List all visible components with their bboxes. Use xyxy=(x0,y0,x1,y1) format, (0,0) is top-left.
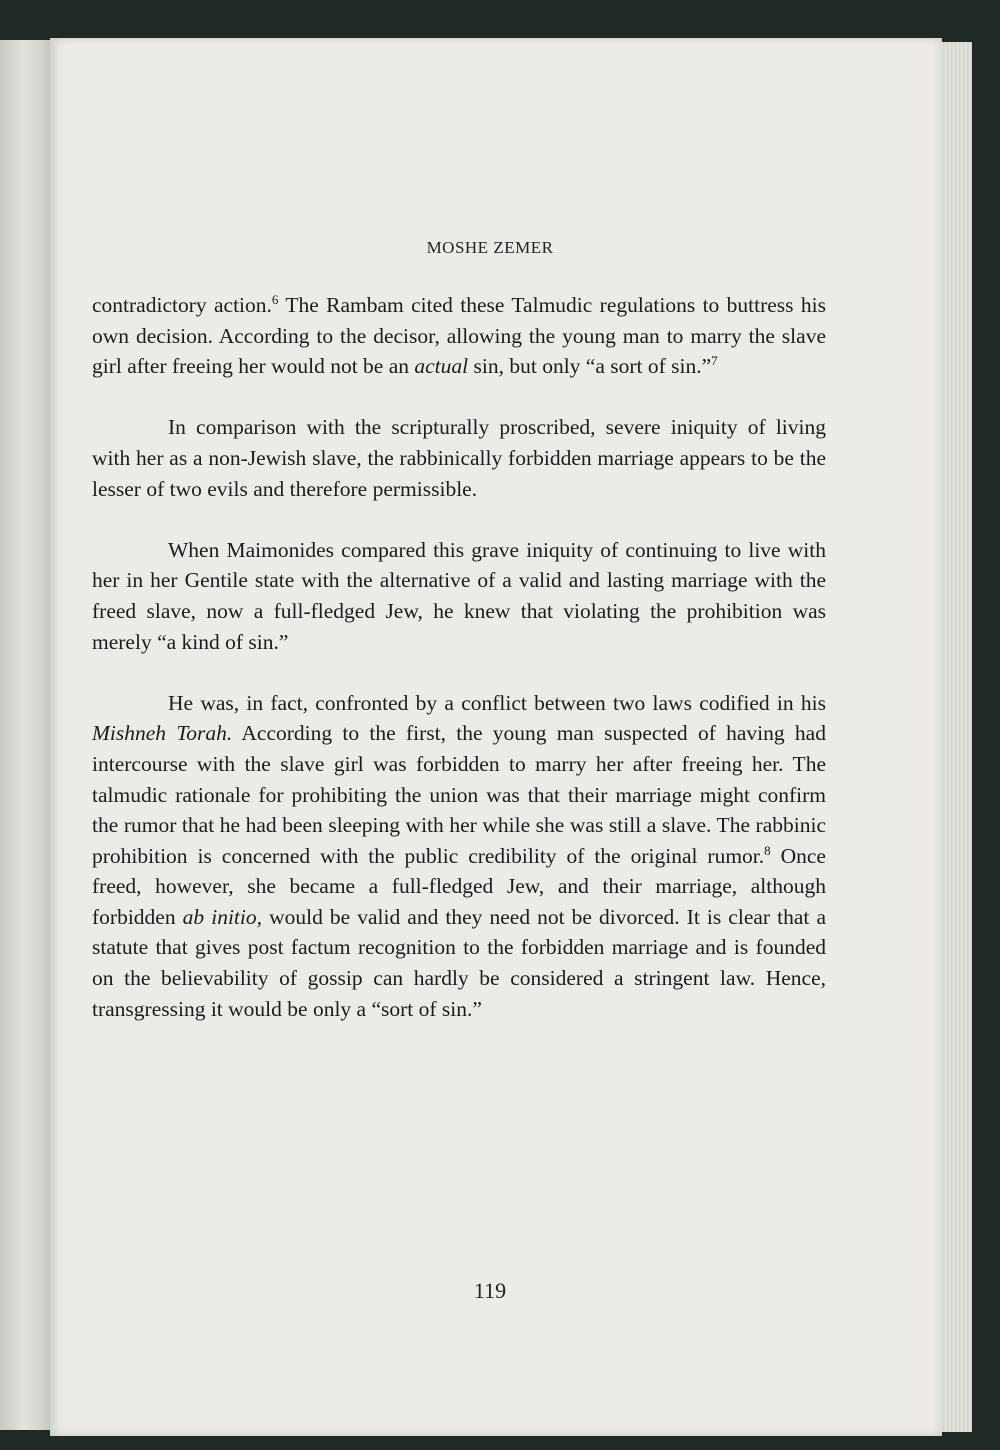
page-number: 119 xyxy=(473,1278,507,1303)
p4-text-d: would be valid and they need not be divorced. It is clear that a statute that gives post factum recognition to the forbidden marriage and is founded on the believability of gossip can hardly be considered a stringent law. Hence, transgressing it would be only a “sort of sin.” xyxy=(92,904,826,1021)
p1-text-a: contradictory action. xyxy=(92,293,272,317)
body-text xyxy=(92,290,826,1024)
p4-book-title: Mishneh Torah. xyxy=(92,721,233,746)
p4-text-b: According to the first, the young man suspected of having had intercourse with the slave girl was forbidden to marry her after freeing her. The talmudic rationale for prohibiting the union was that their marriage might confirm the rumor that he had been sleeping with her while she was still a slave. The rabbinic prohibition is concerned with the public credibility of the original rumor. xyxy=(92,721,826,868)
paragraph-2: In comparison with the scripturally proscribed, severe iniquity of living with her as a non-Jewish slave, the rabbinically forbidden marriage appears to be the lesser of two evils and therefore permissible. xyxy=(92,415,826,501)
p4-latin-phrase: ab initio, xyxy=(182,904,262,929)
p4-text-a: He was, in fact, confronted by a conflict between two laws codified in his xyxy=(168,690,826,715)
page xyxy=(50,38,942,1436)
footnote-ref-6: 6 xyxy=(271,292,279,307)
footnote-ref-8: 8 xyxy=(764,842,771,858)
running-head: MOSHE ZEMER xyxy=(426,238,554,257)
paragraph-1 xyxy=(92,290,826,382)
p4-text-c: Once freed, however, she became a full-fledged Jew, and their marriage, although forbidden xyxy=(92,843,826,929)
p1-text-b: The Rambam cited these Talmudic regulations to buttress his own decision. According to the decisor, allowing the young man to marry the slave girl after freeing her would not be an xyxy=(92,293,826,379)
paragraph-4 xyxy=(92,688,826,1025)
p1-emphasis: actual xyxy=(414,354,469,379)
p1-text-c: sin, but only “a sort of sin.” xyxy=(468,354,712,379)
paragraph-3: When Maimonides compared this grave iniquity of continuing to live with her in her Gentile state with the alternative of a valid and lasting marriage with the freed slave, now a full-fledged Jew, he knew that violating the prohibition was merely “a kind of sin.” xyxy=(92,537,826,654)
footnote-ref-7: 7 xyxy=(711,353,718,369)
